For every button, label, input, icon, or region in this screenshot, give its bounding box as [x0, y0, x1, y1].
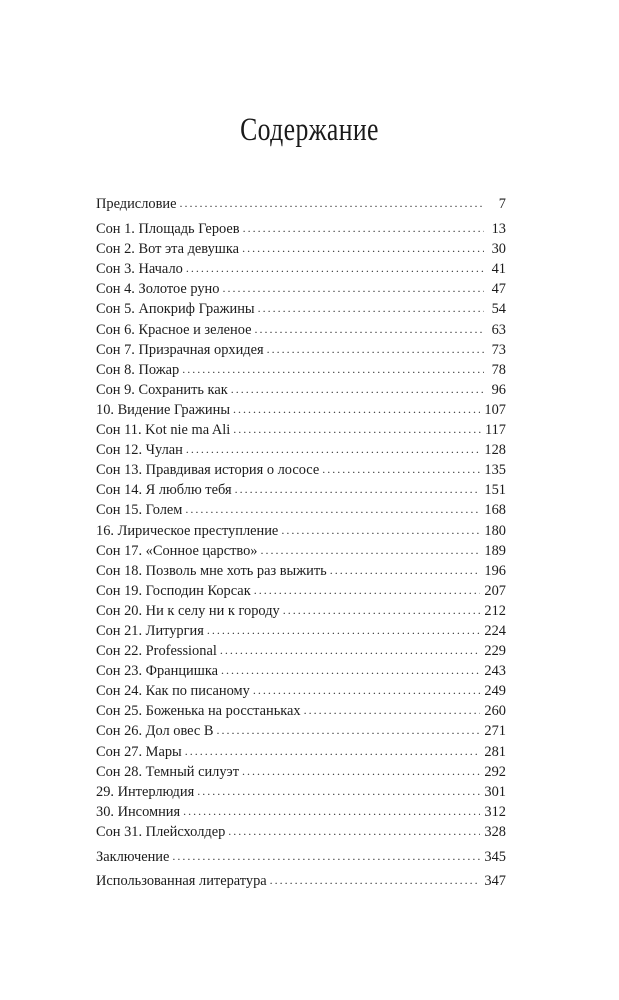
toc-entry: [96, 871, 506, 891]
toc-entry-title: Заключение: [96, 849, 170, 865]
toc-entry-page: 73: [491, 341, 506, 358]
toc-leader-dots: [222, 278, 484, 298]
toc-leader-dots: [172, 846, 480, 866]
toc-entry: [96, 621, 506, 641]
toc-leader-dots: [281, 520, 480, 540]
toc-entry-title: Сон 23. Францишка: [96, 663, 218, 680]
toc-entry-page: 189: [484, 542, 506, 559]
toc-entry-page: 180: [484, 522, 506, 539]
toc-entry-title: Сон 17. «Сонное царство»: [96, 542, 258, 559]
toc-entry-title: Использованная литература: [96, 873, 267, 890]
toc-entry-page: 224: [484, 622, 506, 639]
toc-entry-title: Сон 20. Ни к селу ни к городу: [96, 602, 280, 619]
toc-leader-dots: [207, 620, 481, 640]
table-of-contents: [96, 194, 506, 891]
toc-entry-title: Сон 21. Литургия: [96, 622, 204, 639]
toc-entry-title: Сон 2. Вот эта девушка: [96, 241, 240, 258]
toc-entry: [96, 194, 506, 214]
toc-entry: [96, 420, 506, 440]
toc-entry: [96, 279, 506, 299]
toc-leader-dots: [197, 781, 480, 801]
toc-entry: [96, 259, 506, 279]
toc-entry-title: Сон 12. Чулан: [96, 442, 183, 459]
toc-leader-dots: [231, 379, 484, 399]
toc-entry: [96, 601, 506, 621]
toc-entry-title: Сон 6. Красное и зеленое: [96, 321, 252, 338]
toc-entry-title: Сон 11. Kot nie ma Ali: [96, 422, 231, 439]
page-title: Содержание: [240, 112, 379, 148]
toc-leader-dots: [304, 700, 481, 720]
toc-entry-page: 7: [498, 196, 506, 212]
toc-leader-dots: [330, 560, 481, 580]
toc-entry-page: 301: [484, 783, 506, 800]
toc-entry-page: 328: [484, 823, 506, 840]
toc-entry-page: 271: [484, 723, 506, 740]
toc-leader-dots: [258, 298, 484, 318]
toc-entry-page: 347: [484, 873, 506, 890]
toc-entry-page: 135: [484, 462, 506, 479]
toc-entry-title: Сон 31. Плейсхолдер: [96, 823, 226, 840]
toc-leader-dots: [179, 193, 484, 213]
toc-entry: [96, 299, 506, 319]
toc-entry-title: 30. Инсомния: [96, 803, 181, 820]
toc-entry: [96, 360, 506, 380]
toc-entry: [96, 721, 506, 741]
toc-leader-dots: [186, 258, 484, 278]
toc-entry-title: Сон 28. Темный силуэт: [96, 763, 240, 780]
toc-entry-title: Сон 18. Позволь мне хоть раз выжить: [96, 562, 327, 579]
toc-entry-page: 312: [484, 803, 506, 820]
toc-entry-page: 128: [484, 442, 506, 459]
toc-leader-dots: [270, 870, 481, 890]
toc-entry-page: 281: [484, 743, 506, 760]
toc-entry: [96, 802, 506, 822]
toc-entry: [96, 460, 506, 480]
toc-leader-dots: [221, 660, 480, 680]
toc-leader-dots: [242, 761, 480, 781]
toc-leader-dots: [220, 640, 481, 660]
toc-entry-page: 47: [491, 281, 506, 298]
toc-entry-title: Сон 13. Правдивая история о лососе: [96, 462, 320, 479]
toc-entry: [96, 561, 506, 581]
toc-leader-dots: [242, 238, 484, 258]
toc-entry-title: Сон 7. Призрачная орхидея: [96, 341, 264, 358]
toc-entry-title: 10. Видение Гражины: [96, 401, 230, 418]
toc-leader-dots: [243, 218, 484, 238]
toc-entry: [96, 581, 506, 601]
toc-entry-page: 196: [484, 562, 506, 579]
toc-entry-title: Сон 4. Золотое руно: [96, 281, 220, 298]
toc-entry-title: Предисловие: [96, 196, 177, 212]
toc-entry-page: 41: [491, 261, 506, 278]
toc-entry: [96, 782, 506, 802]
toc-entry: [96, 541, 506, 561]
toc-entry-page: 54: [491, 301, 506, 318]
toc-entry: [96, 847, 506, 867]
toc-leader-dots: [253, 680, 481, 700]
toc-entry: [96, 500, 506, 520]
toc-entry-page: 207: [484, 582, 506, 599]
toc-entry-title: Сон 26. Дол овес В: [96, 723, 214, 740]
toc-leader-dots: [283, 600, 481, 620]
toc-entry: [96, 701, 506, 721]
toc-entry: [96, 400, 506, 420]
toc-entry-page: 117: [484, 422, 506, 439]
toc-entry-title: Сон 24. Как по писаному: [96, 683, 250, 700]
toc-entry-page: 151: [484, 482, 506, 499]
toc-entry-title: Сон 8. Пожар: [96, 361, 180, 378]
toc-leader-dots: [233, 399, 480, 419]
toc-entry-title: 29. Интерлюдия: [96, 783, 195, 800]
toc-entry-page: 78: [491, 361, 506, 378]
toc-entry: [96, 681, 506, 701]
toc-entry: [96, 219, 506, 239]
toc-entry-page: 212: [484, 602, 506, 619]
toc-entry-page: 292: [484, 763, 506, 780]
toc-entry-page: 260: [484, 703, 506, 720]
toc-entry: [96, 661, 506, 681]
toc-entry-title: Сон 14. Я люблю тебя: [96, 482, 232, 499]
toc-leader-dots: [260, 540, 480, 560]
toc-entry-title: Сон 25. Боженька на росстаньках: [96, 703, 301, 720]
toc-leader-dots: [255, 319, 484, 339]
toc-entry: [96, 440, 506, 460]
toc-entry: [96, 742, 506, 762]
toc-leader-dots: [183, 801, 480, 821]
toc-entry-title: Сон 3. Начало: [96, 261, 183, 278]
toc-entry: [96, 641, 506, 661]
toc-entry-title: Сон 9. Сохранить как: [96, 381, 228, 398]
toc-leader-dots: [233, 419, 481, 439]
toc-leader-dots: [185, 741, 481, 761]
toc-entry-title: Сон 1. Площадь Героев: [96, 221, 240, 238]
toc-entry-title: 16. Лирическое преступление: [96, 522, 279, 539]
toc-entry: [96, 380, 506, 400]
toc-entry-title: Сон 19. Господин Корсак: [96, 582, 251, 599]
toc-leader-dots: [185, 499, 480, 519]
toc-entry: [96, 521, 506, 541]
toc-entry: [96, 239, 506, 259]
toc-entry-title: Сон 5. Апокриф Гражины: [96, 301, 255, 318]
toc-entry: [96, 762, 506, 782]
toc-leader-dots: [186, 439, 481, 459]
toc-entry-page: 243: [484, 663, 506, 680]
toc-entry-page: 345: [484, 849, 506, 865]
toc-leader-dots: [182, 359, 484, 379]
toc-entry-page: 107: [484, 401, 506, 418]
toc-leader-dots: [254, 580, 481, 600]
toc-entry-page: 30: [491, 241, 506, 258]
toc-entry: [96, 320, 506, 340]
toc-leader-dots: [217, 720, 481, 740]
toc-entry-title: Сон 15. Голем: [96, 502, 183, 519]
toc-leader-dots: [322, 459, 480, 479]
toc-entry: [96, 822, 506, 842]
toc-leader-dots: [235, 479, 481, 499]
toc-leader-dots: [228, 821, 480, 841]
toc-leader-dots: [267, 339, 484, 359]
toc-entry-title: Сон 22. Professional: [96, 643, 217, 660]
toc-entry-title: Сон 27. Мары: [96, 743, 182, 760]
toc-entry-page: 249: [484, 683, 506, 700]
toc-entry-page: 229: [484, 643, 506, 660]
toc-entry-page: 63: [491, 321, 506, 338]
toc-entry-page: 168: [484, 502, 506, 519]
toc-entry: [96, 480, 506, 500]
toc-entry-page: 13: [491, 221, 506, 238]
toc-entry: [96, 340, 506, 360]
toc-entry-page: 96: [491, 381, 506, 398]
